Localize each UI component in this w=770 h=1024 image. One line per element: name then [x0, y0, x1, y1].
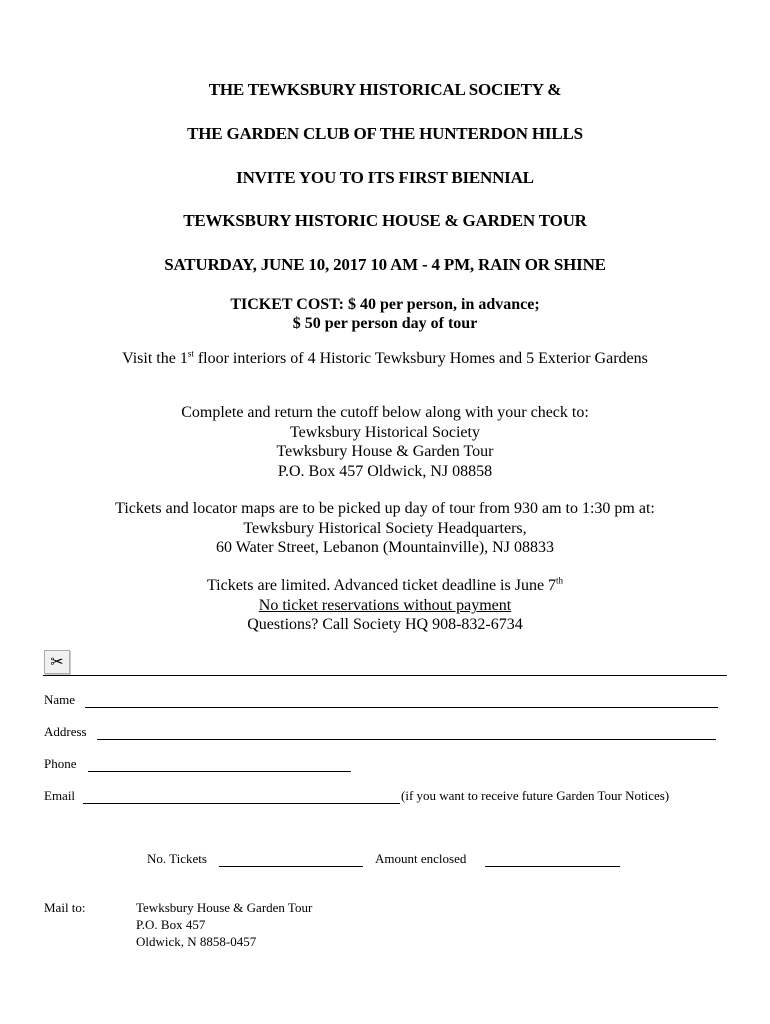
tickets-label: No. Tickets: [147, 851, 207, 866]
address-field[interactable]: [97, 739, 716, 740]
name-field[interactable]: [85, 707, 718, 708]
visit-text-before: Visit the 1: [122, 350, 188, 367]
amount-field[interactable]: [485, 866, 620, 867]
name-label: Name: [44, 692, 76, 707]
visit-text-after: floor interiors of 4 Historic Tewksbury Homes and 5 Exterior Gardens: [193, 350, 648, 367]
visit-description: [0, 349, 770, 369]
pickup-location: Tewksbury Historical Society Headquarters,: [243, 520, 527, 537]
return-org: Tewksbury Historical Society: [290, 424, 480, 441]
mail-to-city: Oldwick, N 8858-0457: [136, 934, 257, 949]
heading-society: THE TEWKSBURY HISTORICAL SOCIETY &: [208, 80, 562, 99]
tickets-field[interactable]: [219, 866, 363, 867]
deadline-superscript: th: [556, 575, 564, 586]
tickets-limited: [0, 576, 770, 596]
address-label: Address: [44, 724, 87, 739]
email-note: (if you want to receive future Garden Tour Notices): [401, 788, 670, 803]
pickup-instructions: Tickets and locator maps are to be picked up day of tour from 930 am to 1:30 pm at:: [115, 500, 655, 517]
ticket-cost-advance: TICKET COST: $ 40 per person, in advance;: [230, 296, 540, 313]
visit-superscript: st: [187, 348, 194, 359]
phone-label: Phone: [44, 756, 77, 771]
return-instructions: Complete and return the cutoff below along with your check to:: [181, 404, 589, 421]
mail-to-name: Tewksbury House & Garden Tour: [136, 900, 313, 915]
questions-phone: Questions? Call Society HQ 908-832-6734: [247, 616, 523, 633]
no-reservations-text: No ticket reservations without payment: [258, 597, 512, 614]
pickup-address: 60 Water Street, Lebanon (Mountainville), NJ 08833: [216, 539, 554, 556]
deadline-text: Tickets are limited. Advanced ticket deadline is June 7: [206, 577, 557, 594]
heading-invite: INVITE YOU TO ITS FIRST BIENNIAL: [236, 168, 534, 187]
ticket-cost-day-of: $ 50 per person day of tour: [292, 315, 478, 332]
heading-garden-club: THE GARDEN CLUB OF THE HUNTERDON HILLS: [187, 124, 583, 143]
heading-tour-name: TEWKSBURY HISTORIC HOUSE & GARDEN TOUR: [183, 211, 587, 230]
heading-date: SATURDAY, JUNE 10, 2017 10 AM - 4 PM, RAIN OR SHINE: [164, 255, 606, 274]
email-label: Email: [44, 788, 76, 803]
return-address: P.O. Box 457 Oldwick, NJ 08858: [277, 463, 493, 480]
email-field[interactable]: [83, 803, 400, 804]
scissors-icon: ✂: [44, 650, 70, 674]
no-reservations: [0, 596, 770, 616]
mail-to-box: P.O. Box 457: [136, 917, 206, 932]
phone-field[interactable]: [88, 771, 351, 772]
cut-line: [43, 675, 727, 676]
mail-to-label: Mail to:: [44, 900, 86, 915]
amount-label: Amount enclosed: [375, 851, 467, 866]
return-tour: Tewksbury House & Garden Tour: [276, 443, 494, 460]
